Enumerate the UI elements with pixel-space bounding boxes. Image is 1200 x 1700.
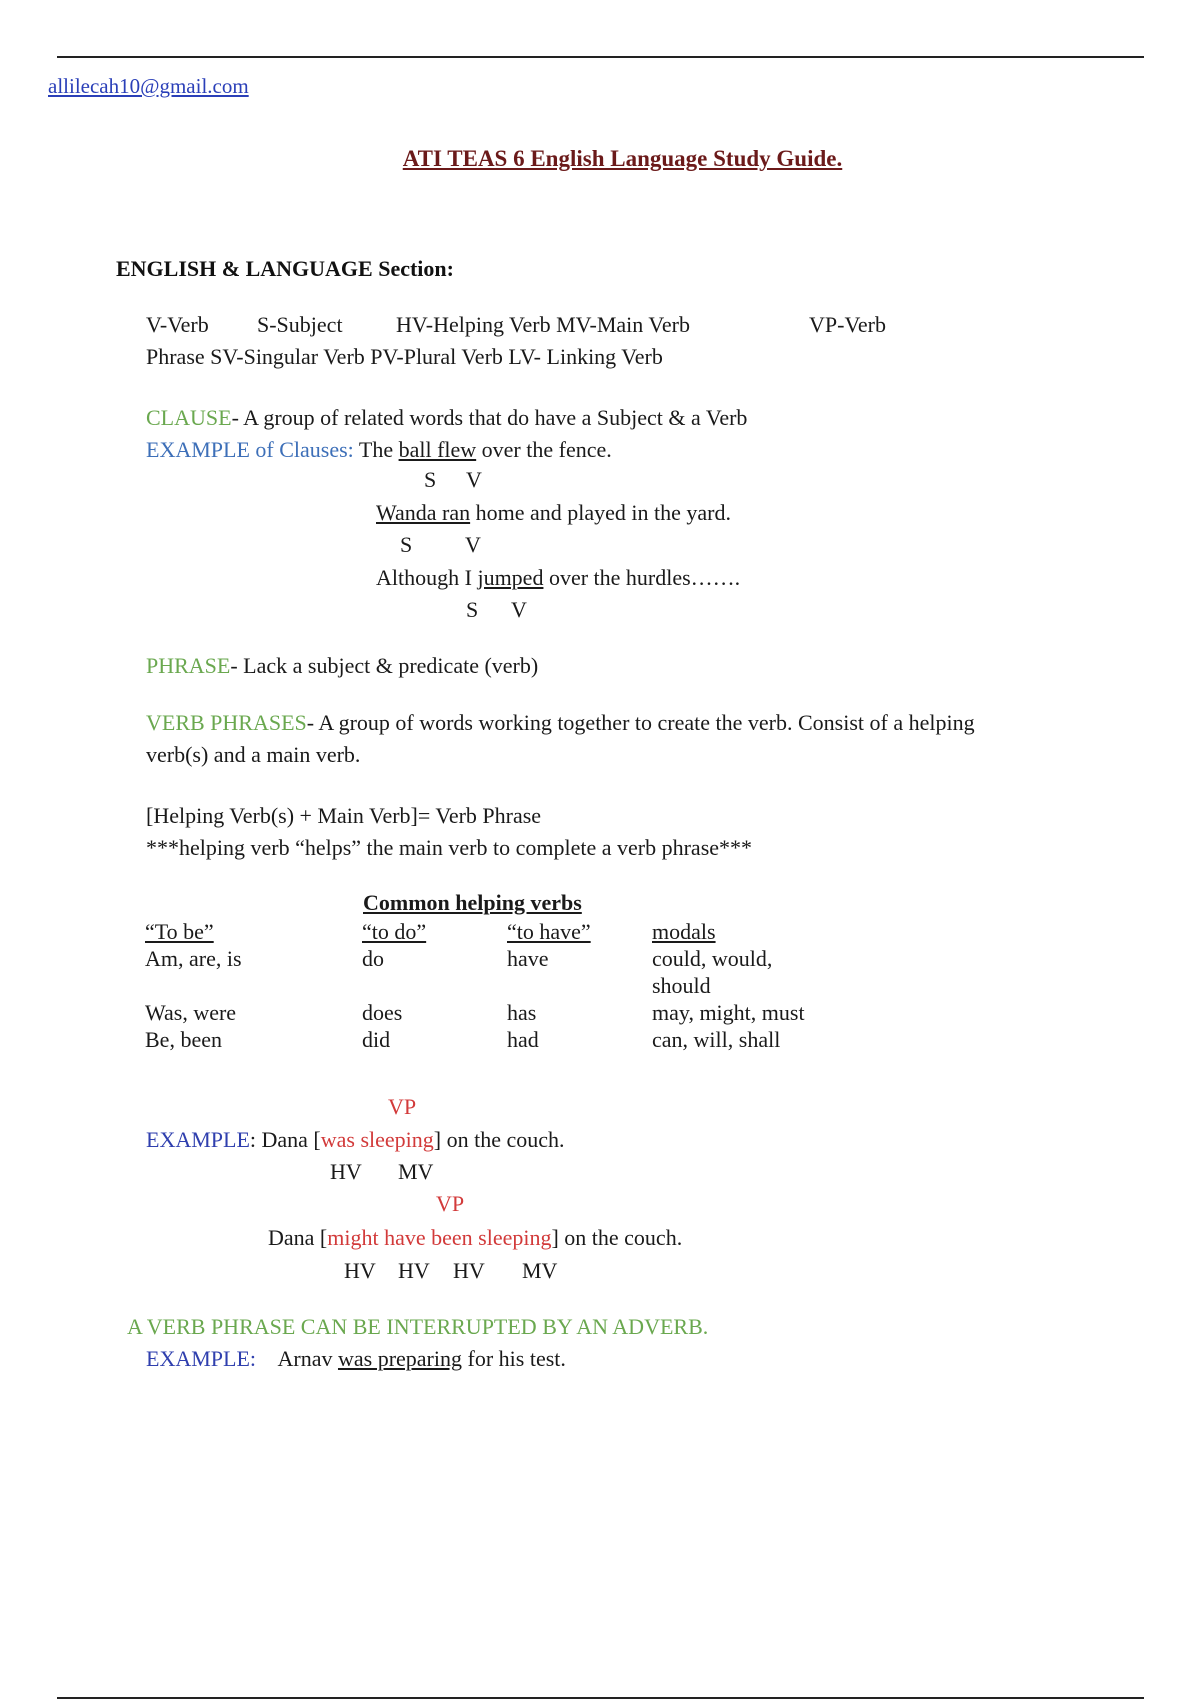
vp2-phrase: might have been sleeping (327, 1225, 552, 1250)
abbrev-line2: Phrase SV-Singular Verb PV-Plural Verb LV- Linking Verb (146, 344, 663, 369)
adverb-example-label: EXAMPLE: (146, 1346, 256, 1371)
verb-phrases-def-line1: - A group of words working together to create the verb. Consist of a helping (306, 710, 975, 735)
ex3-verb: jumped (477, 565, 544, 590)
formula-line2: ***helping verb “helps” the main verb to complete a verb phrase*** (146, 835, 753, 860)
helping-verbs-heading: Common helping verbs (363, 890, 582, 915)
vp2-marker-mv: MV (522, 1258, 558, 1283)
vp1-marker-mv: MV (398, 1159, 434, 1184)
col-to-be: “To be” (145, 919, 214, 944)
col-to-do: “to do” (362, 919, 427, 944)
top-rule (57, 56, 1144, 58)
col-to-have: “to have” (507, 919, 591, 944)
ex2-post: home and played in the yard. (470, 500, 731, 525)
email-link[interactable]: allilecah10@gmail.com (48, 74, 249, 98)
ex3-marker-v: V (511, 597, 527, 622)
phrase-definition (146, 652, 538, 680)
ex1-marker-s: S (424, 467, 437, 492)
vp2-marker-hv-1: HV (344, 1258, 376, 1283)
adverb-underlined: was preparing (337, 1346, 462, 1371)
adverb-rule-heading: A VERB PHRASE CAN BE INTERRUPTED BY AN ADVERB. (127, 1314, 709, 1339)
vp1-post: ] on the couch. (433, 1127, 565, 1152)
ex1-post: over the fence. (476, 437, 612, 462)
table-row: should (652, 973, 711, 998)
vp1-phrase: was sleeping (320, 1127, 434, 1152)
abbrev-v: V-Verb (146, 312, 209, 337)
clause-example-2 (376, 499, 731, 527)
ex1-subject-verb: ball flew (398, 437, 477, 462)
vp2-marker-hv-2: HV (398, 1258, 430, 1283)
helping-verbs-table (145, 918, 805, 1053)
vp2-label: VP (436, 1191, 465, 1216)
ex3-marker-s: S (466, 597, 479, 622)
adverb-pre: Arnav (277, 1346, 338, 1371)
vp2-marker-hv-3: HV (453, 1258, 485, 1283)
bottom-rule (57, 1697, 1144, 1699)
vp2-pre: Dana [ (268, 1225, 328, 1250)
abbrev-vp: VP-Verb (809, 312, 886, 337)
clause-examples-label: EXAMPLE of Clauses: (146, 437, 354, 462)
verb-phrases-term: VERB PHRASES (146, 710, 307, 735)
clause-def-text: - A group of related words that do have a Subject & a Verb (231, 405, 748, 430)
ex3-post: over the hurdles……. (543, 565, 741, 590)
vp-example-1 (146, 1126, 565, 1154)
formula-line1: [Helping Verb(s) + Main Verb]= Verb Phrase (146, 803, 542, 828)
ex2-subject-verb: Wanda ran (376, 500, 471, 525)
phrase-term: PHRASE (146, 653, 231, 678)
section-heading: ENGLISH & LANGUAGE Section: (116, 256, 454, 281)
abbrev-s: S-Subject (257, 312, 343, 337)
table-row: Be, been did had can, will, shall (145, 1027, 781, 1052)
ex2-marker-v: V (465, 532, 481, 557)
abbrev-hv-mv: HV-Helping Verb MV-Main Verb (396, 312, 690, 337)
clause-term: CLAUSE (146, 405, 232, 430)
col-modals: modals (652, 919, 716, 944)
verb-phrases-def-line2: verb(s) and a main verb. (146, 742, 361, 767)
adverb-post: for his test. (462, 1346, 566, 1371)
ex1-marker-v: V (466, 467, 482, 492)
vp-example-2 (268, 1224, 682, 1252)
vp1-label: VP (388, 1094, 417, 1119)
ex1-pre: The (358, 437, 399, 462)
vp2-post: ] on the couch. (551, 1225, 683, 1250)
table-row: Was, were does has may, might, must (145, 1000, 805, 1025)
vp1-example-label: EXAMPLE (146, 1127, 250, 1152)
vp1-marker-hv: HV (330, 1159, 362, 1184)
verb-phrases-definition (146, 709, 975, 737)
page-title: ATI TEAS 6 English Language Study Guide. (402, 146, 843, 171)
table-row: Am, are, is do have could, would, (145, 946, 773, 971)
vp1-pre: : Dana [ (249, 1127, 321, 1152)
clause-definition (146, 404, 747, 432)
ex2-marker-s: S (400, 532, 413, 557)
adverb-example (146, 1345, 566, 1373)
table-header-row (145, 918, 805, 945)
phrase-def-text: - Lack a subject & predicate (verb) (230, 653, 539, 678)
ex3-pre: Although I (376, 565, 478, 590)
clause-example-3 (376, 564, 740, 592)
clause-example-1 (146, 436, 612, 464)
